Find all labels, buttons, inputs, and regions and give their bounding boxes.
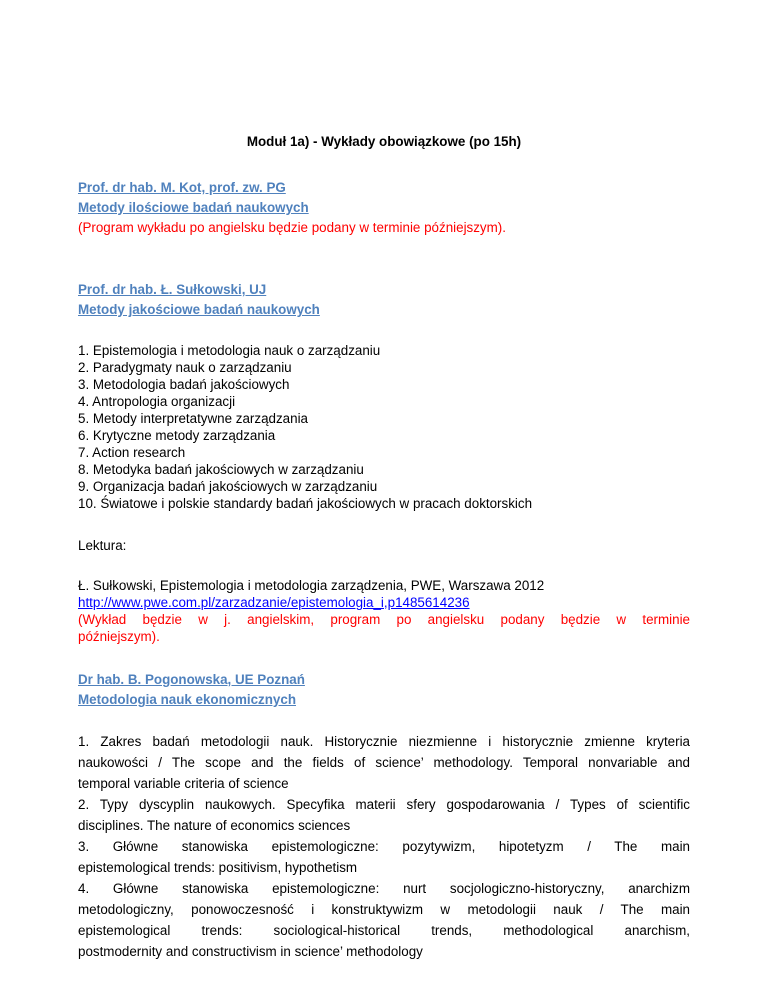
list-item: 8. Metodyka badań jakościowych w zarządzaniu — [78, 462, 364, 477]
topic-line: 3. Główne stanowiska epistemologiczne: pozytywizm, hipotetyzm / The main — [78, 839, 690, 854]
topic-line: postmodernity and constructivism in science’ methodology — [78, 944, 423, 959]
topic-line: disciplines. The nature of economics sciences — [78, 818, 351, 833]
topic-line: naukowości / The scope and the fields of science’ methodology. Temporal nonvariable and — [78, 755, 690, 770]
lecturer-3-course[interactable]: Metodologia nauk ekonomicznych — [78, 692, 296, 707]
lecturer-2-name[interactable]: Prof. dr hab. Ł. Sułkowski, UJ — [78, 282, 267, 297]
list-item: 9. Organizacja badań jakościowych w zarządzaniu — [78, 479, 378, 494]
list-item: 10. Światowe i polskie standardy badań jakościowych w pracach doktorskich — [78, 496, 533, 511]
topic-line: 4. Główne stanowiska epistemologiczne: nurt socjologiczno-historyczny, anarchizm — [78, 881, 690, 896]
lecturer-2-course[interactable]: Metody jakościowe badań naukowych — [78, 302, 320, 317]
topic-line: epistemological trends: sociological-historical trends, methodological anarchism, — [78, 923, 690, 938]
list-item: 5. Metody interpretatywne zarządzania — [78, 411, 308, 426]
reading-label: Lektura: — [78, 538, 127, 553]
topic-line: epistemological trends: positivism, hypothetism — [78, 860, 358, 875]
lecturer-3-name[interactable]: Dr hab. B. Pogonowska, UE Poznań — [78, 672, 305, 687]
topic-line: 2. Typy dyscyplin naukowych. Specyfika materii sfery gospodarowania / Types of scientific — [78, 797, 690, 812]
list-item: 1. Epistemologia i metodologia nauk o zarządzaniu — [78, 343, 381, 358]
topic-line: 1. Zakres badań metodologii nauk. Historycznie niezmienne i historycznie zmienne kryteria — [78, 734, 690, 749]
topic-line: metodologiczny, ponowoczesność i konstruktywizm w metodologii nauk / The main — [78, 902, 690, 917]
list-item: 6. Krytyczne metody zarządzania — [78, 428, 276, 443]
page-title: Moduł 1a) - Wykłady obowiązkowe (po 15h) — [246, 134, 522, 149]
reading-link[interactable]: http://www.pwe.com.pl/zarzadzanie/epistemologia_i,p1485614236 — [78, 595, 470, 610]
list-item: 3. Metodologia badań jakościowych — [78, 377, 290, 392]
list-item: 4. Antropologia organizacji — [78, 394, 236, 409]
lecturer-2-note-line-1: (Wykład będzie w j. angielskim, program po angielsku podany będzie w terminie — [78, 612, 690, 627]
list-item: 7. Action research — [78, 445, 186, 460]
lecturer-1-course[interactable]: Metody ilościowe badań naukowych — [78, 200, 309, 215]
lecturer-1-name[interactable]: Prof. dr hab. M. Kot, prof. zw. PG — [78, 180, 286, 195]
lecturer-1-note: (Program wykładu po angielsku będzie podany w terminie późniejszym). — [78, 220, 506, 235]
topic-line: temporal variable criteria of science — [78, 776, 289, 791]
list-item: 2. Paradygmaty nauk o zarządzaniu — [78, 360, 292, 375]
lecturer-2-note-line-2: późniejszym). — [78, 629, 160, 644]
reading-reference: Ł. Sułkowski, Epistemologia i metodologia zarządzenia, PWE, Warszawa 2012 — [78, 578, 545, 593]
